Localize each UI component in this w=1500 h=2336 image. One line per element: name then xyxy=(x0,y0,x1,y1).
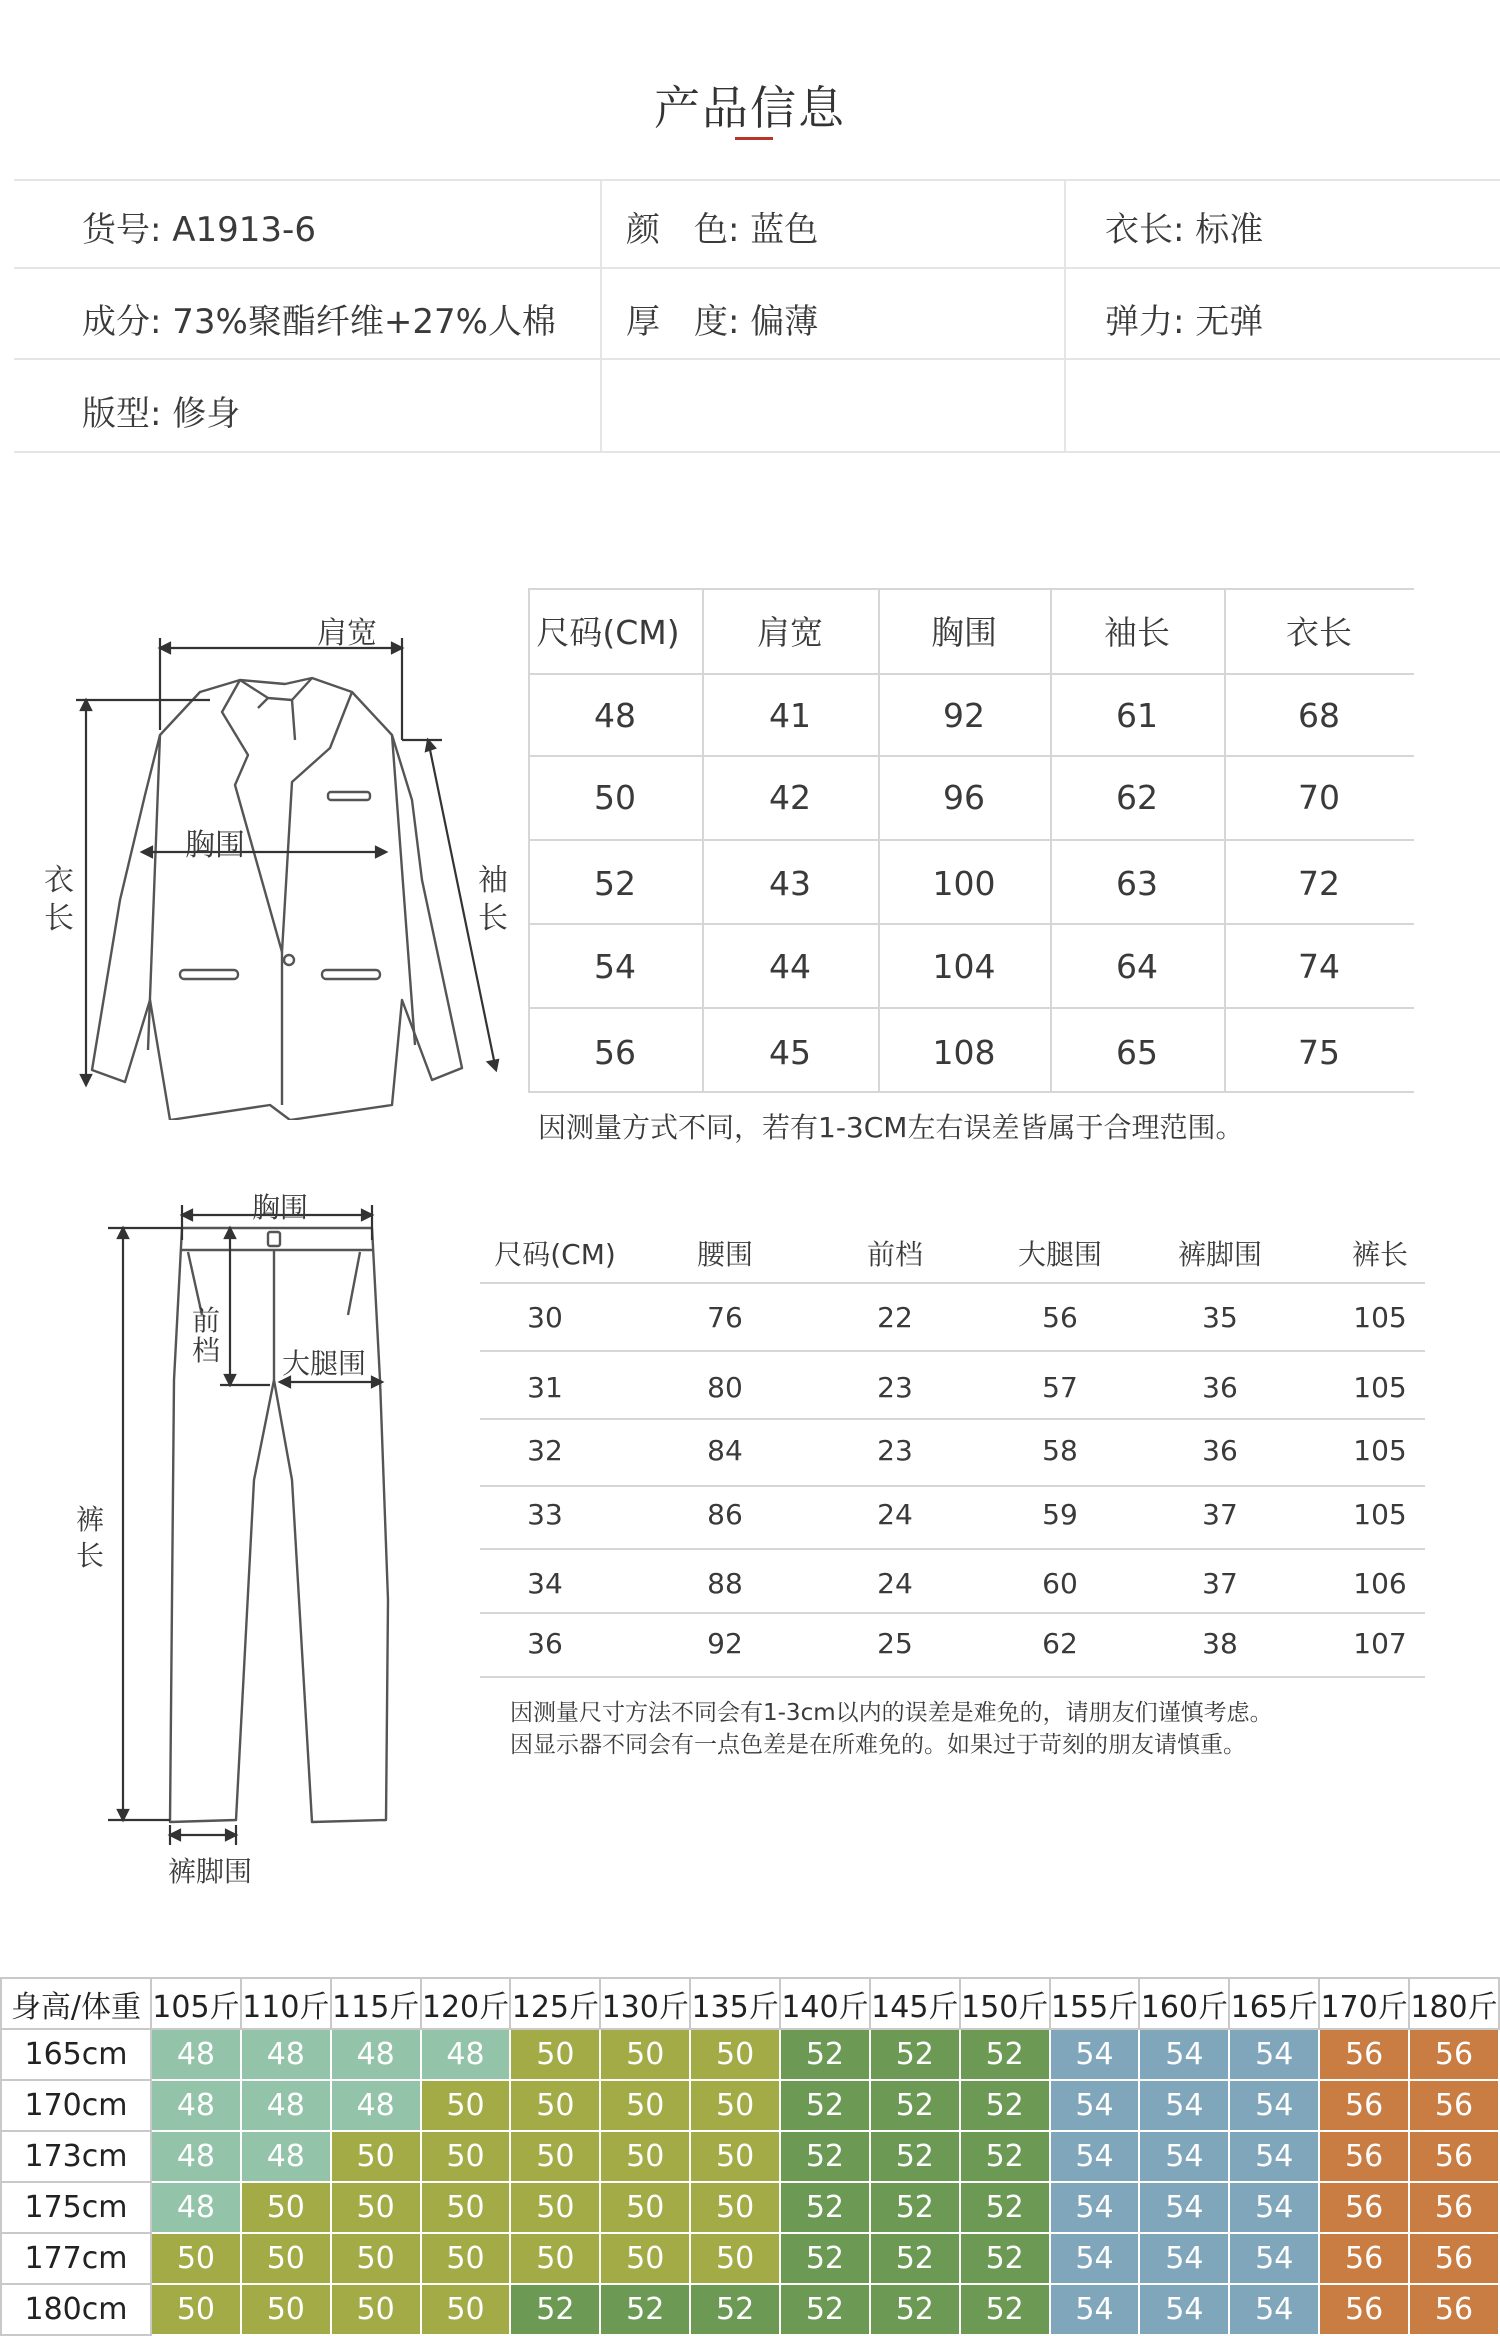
size-cell: 54 xyxy=(1139,2233,1229,2284)
pants-label-length: 裤长 xyxy=(76,1503,105,1572)
size-cell: 50 xyxy=(331,2131,421,2182)
jacket-header-sleeve: 袖长 xyxy=(1104,613,1170,652)
size-cell: 50 xyxy=(151,2233,241,2284)
table-cell: 23 xyxy=(877,1434,913,1467)
size-cell: 52 xyxy=(870,2029,960,2080)
height-label: 180cm xyxy=(1,2284,151,2335)
pants-label-hem: 裤脚围 xyxy=(168,1855,253,1888)
size-cell: 50 xyxy=(241,2182,331,2233)
size-cell: 56 xyxy=(1409,2182,1499,2233)
table-cell: 32 xyxy=(527,1434,563,1467)
table-row xyxy=(1,2233,1499,2284)
size-cell: 50 xyxy=(421,2131,511,2182)
size-cell: 50 xyxy=(690,2233,780,2284)
size-cell: 54 xyxy=(1139,2080,1229,2131)
table-cell: 61 xyxy=(1116,696,1158,735)
weight-header: 135斤 xyxy=(690,1978,780,2029)
table-cell: 105 xyxy=(1353,1434,1407,1467)
size-cell: 50 xyxy=(331,2182,421,2233)
size-cell: 50 xyxy=(690,2182,780,2233)
size-cell: 54 xyxy=(1229,2233,1319,2284)
size-cell: 48 xyxy=(331,2080,421,2131)
pants-header-rise: 前档 xyxy=(866,1238,923,1271)
table-cell: 58 xyxy=(1042,1434,1078,1467)
table-cell: 50 xyxy=(594,778,636,817)
size-cell: 50 xyxy=(600,2233,690,2284)
table-cell: 41 xyxy=(769,696,811,735)
size-cell: 54 xyxy=(1050,2233,1140,2284)
table-cell: 63 xyxy=(1116,864,1158,903)
pants-header-length: 裤长 xyxy=(1351,1238,1408,1271)
size-cell: 52 xyxy=(870,2131,960,2182)
table-cell: 62 xyxy=(1042,1627,1078,1660)
table-cell: 75 xyxy=(1298,1033,1340,1072)
size-cell: 54 xyxy=(1229,2284,1319,2335)
size-cell: 48 xyxy=(331,2029,421,2080)
size-cell: 50 xyxy=(600,2029,690,2080)
size-cell: 50 xyxy=(241,2284,331,2335)
size-cell: 54 xyxy=(1139,2131,1229,2182)
pants-note-line-1: 因测量尺寸方法不同会有1-3cm以内的误差是难免的，请朋友们谨慎考虑。 xyxy=(510,1700,1273,1726)
size-cell: 52 xyxy=(780,2233,870,2284)
size-cell: 52 xyxy=(960,2131,1050,2182)
divider xyxy=(600,180,602,452)
pants-label-waist: 胸围 xyxy=(252,1191,309,1224)
table-cell: 54 xyxy=(594,947,636,986)
table-cell: 52 xyxy=(594,864,636,903)
divider xyxy=(14,358,1500,360)
size-cell: 52 xyxy=(960,2182,1050,2233)
table-cell: 88 xyxy=(707,1567,743,1600)
table-cell: 33 xyxy=(527,1498,563,1531)
table-cell: 108 xyxy=(932,1033,996,1072)
size-cell: 52 xyxy=(780,2131,870,2182)
table-row xyxy=(1,2080,1499,2131)
table-cell: 80 xyxy=(707,1371,743,1404)
size-cell: 54 xyxy=(1050,2029,1140,2080)
jacket-header-chest: 胸围 xyxy=(931,613,997,652)
pants-header-hem: 裤脚围 xyxy=(1177,1238,1262,1271)
height-label: 175cm xyxy=(1,2182,151,2233)
table-cell: 106 xyxy=(1353,1567,1407,1600)
size-cell: 50 xyxy=(690,2131,780,2182)
info-item-color: 颜 色: 蓝色 xyxy=(626,210,819,250)
size-cell: 54 xyxy=(1139,2182,1229,2233)
jacket-note: 因测量方式不同，若有1-3CM左右误差皆属于合理范围。 xyxy=(538,1111,1244,1144)
recommendation-corner: 身高/体重 xyxy=(1,1978,151,2029)
info-item-stretch: 弹力: 无弹 xyxy=(1105,302,1264,342)
table-cell: 60 xyxy=(1042,1567,1078,1600)
size-cell: 54 xyxy=(1229,2080,1319,2131)
size-cell: 52 xyxy=(780,2029,870,2080)
pants-note-line-2: 因显示器不同会有一点色差是在所难免的。如果过于苛刻的朋友请慎重。 xyxy=(510,1732,1246,1758)
size-cell: 48 xyxy=(151,2182,241,2233)
size-cell: 50 xyxy=(421,2182,511,2233)
info-item-fit: 版型: 修身 xyxy=(82,394,241,434)
size-cell: 56 xyxy=(1319,2131,1409,2182)
table-cell: 35 xyxy=(1202,1301,1238,1334)
size-cell: 54 xyxy=(1229,2182,1319,2233)
weight-header: 125斤 xyxy=(510,1978,600,2029)
size-cell: 50 xyxy=(241,2233,331,2284)
size-cell: 54 xyxy=(1139,2284,1229,2335)
jacket-header-shoulder: 肩宽 xyxy=(757,613,823,652)
size-cell: 52 xyxy=(870,2233,960,2284)
table-cell: 105 xyxy=(1353,1301,1407,1334)
size-cell: 48 xyxy=(241,2029,331,2080)
size-cell: 52 xyxy=(780,2182,870,2233)
size-cell: 50 xyxy=(510,2233,600,2284)
size-cell: 52 xyxy=(780,2284,870,2335)
height-label: 173cm xyxy=(1,2131,151,2182)
size-cell: 54 xyxy=(1050,2284,1140,2335)
size-cell: 56 xyxy=(1409,2131,1499,2182)
size-cell: 50 xyxy=(331,2284,421,2335)
size-cell: 50 xyxy=(331,2233,421,2284)
table-row xyxy=(1,2284,1499,2335)
table-cell: 24 xyxy=(877,1498,913,1531)
size-cell: 56 xyxy=(1319,2284,1409,2335)
weight-header: 140斤 xyxy=(780,1978,870,2029)
weight-header: 155斤 xyxy=(1050,1978,1140,2029)
size-cell: 50 xyxy=(600,2131,690,2182)
divider xyxy=(1064,180,1066,452)
jacket-diagram xyxy=(30,600,520,1120)
weight-header: 165斤 xyxy=(1229,1978,1319,2029)
size-cell: 50 xyxy=(421,2284,511,2335)
size-cell: 50 xyxy=(690,2080,780,2131)
size-cell: 52 xyxy=(510,2284,600,2335)
size-cell: 56 xyxy=(1409,2029,1499,2080)
table-cell: 72 xyxy=(1298,864,1340,903)
pants-header-thigh: 大腿围 xyxy=(1017,1238,1102,1271)
table-cell: 31 xyxy=(527,1371,563,1404)
size-cell: 54 xyxy=(1229,2029,1319,2080)
table-cell: 59 xyxy=(1042,1498,1078,1531)
size-cell: 54 xyxy=(1229,2131,1319,2182)
table-cell: 48 xyxy=(594,696,636,735)
table-cell: 68 xyxy=(1298,696,1340,735)
table-cell: 76 xyxy=(707,1301,743,1334)
table-cell: 56 xyxy=(1042,1301,1078,1334)
table-cell: 65 xyxy=(1116,1033,1158,1072)
weight-header: 170斤 xyxy=(1319,1978,1409,2029)
size-cell: 52 xyxy=(870,2182,960,2233)
size-cell: 54 xyxy=(1050,2131,1140,2182)
weight-header: 145斤 xyxy=(870,1978,960,2029)
size-cell: 54 xyxy=(1050,2080,1140,2131)
table-cell: 64 xyxy=(1116,947,1158,986)
pants-header-waist: 腰围 xyxy=(696,1238,753,1271)
table-cell: 43 xyxy=(769,864,811,903)
table-cell: 45 xyxy=(769,1033,811,1072)
size-cell: 52 xyxy=(870,2080,960,2131)
table-cell: 36 xyxy=(527,1627,563,1660)
size-cell: 56 xyxy=(1409,2080,1499,2131)
size-cell: 56 xyxy=(1409,2233,1499,2284)
size-cell: 48 xyxy=(151,2080,241,2131)
size-cell: 56 xyxy=(1319,2233,1409,2284)
table-cell: 56 xyxy=(594,1033,636,1072)
size-cell: 50 xyxy=(421,2233,511,2284)
jacket-label-sleeve: 袖长 xyxy=(478,863,508,936)
size-cell: 52 xyxy=(870,2284,960,2335)
size-cell: 50 xyxy=(421,2080,511,2131)
size-cell: 52 xyxy=(960,2233,1050,2284)
size-cell: 50 xyxy=(690,2029,780,2080)
weight-header: 180斤 xyxy=(1409,1978,1499,2029)
size-cell: 50 xyxy=(151,2284,241,2335)
size-cell: 50 xyxy=(600,2080,690,2131)
size-cell: 48 xyxy=(151,2029,241,2080)
size-cell: 50 xyxy=(600,2182,690,2233)
table-cell: 105 xyxy=(1353,1498,1407,1531)
size-cell: 56 xyxy=(1319,2029,1409,2080)
table-cell: 96 xyxy=(943,778,985,817)
table-cell: 38 xyxy=(1202,1627,1238,1660)
pants-label-thigh: 大腿围 xyxy=(282,1347,367,1380)
table-cell: 92 xyxy=(943,696,985,735)
info-item-length: 衣长: 标准 xyxy=(1105,210,1264,250)
jacket-header-length: 衣长 xyxy=(1286,613,1352,652)
table-cell: 24 xyxy=(877,1567,913,1600)
jacket-label-length: 衣长 xyxy=(44,863,74,936)
size-cell: 52 xyxy=(960,2029,1050,2080)
recommendation-header-row xyxy=(1,1978,1499,2029)
page-title: 产品信息 xyxy=(654,81,846,135)
divider xyxy=(14,267,1500,269)
divider xyxy=(14,451,1500,453)
height-label: 177cm xyxy=(1,2233,151,2284)
weight-header: 110斤 xyxy=(241,1978,331,2029)
table-cell: 92 xyxy=(707,1627,743,1660)
height-label: 165cm xyxy=(1,2029,151,2080)
table-cell: 105 xyxy=(1353,1371,1407,1404)
jacket-label-chest: 胸围 xyxy=(185,828,245,863)
table-row xyxy=(1,2182,1499,2233)
size-cell: 48 xyxy=(421,2029,511,2080)
info-item-number: 货号: A1913-6 xyxy=(82,210,316,250)
pants-label-rise: 前档 xyxy=(192,1304,221,1367)
size-cell: 52 xyxy=(960,2080,1050,2131)
size-cell: 48 xyxy=(241,2131,331,2182)
table-cell: 22 xyxy=(877,1301,913,1334)
size-cell: 56 xyxy=(1319,2182,1409,2233)
table-cell: 57 xyxy=(1042,1371,1078,1404)
table-cell: 74 xyxy=(1298,947,1340,986)
size-cell: 52 xyxy=(960,2284,1050,2335)
weight-header: 120斤 xyxy=(421,1978,511,2029)
weight-header: 130斤 xyxy=(600,1978,690,2029)
size-cell: 54 xyxy=(1139,2029,1229,2080)
table-cell: 23 xyxy=(877,1371,913,1404)
size-cell: 52 xyxy=(690,2284,780,2335)
table-cell: 36 xyxy=(1202,1434,1238,1467)
table-cell: 37 xyxy=(1202,1567,1238,1600)
pants-header-size: 尺码(CM) xyxy=(494,1238,616,1271)
weight-header: 115斤 xyxy=(331,1978,421,2029)
table-cell: 36 xyxy=(1202,1371,1238,1404)
size-cell: 50 xyxy=(510,2182,600,2233)
size-recommendation-table xyxy=(0,1977,1500,2336)
table-cell: 37 xyxy=(1202,1498,1238,1531)
table-cell: 34 xyxy=(527,1567,563,1600)
table-cell: 44 xyxy=(769,947,811,986)
size-cell: 54 xyxy=(1050,2182,1140,2233)
size-cell: 56 xyxy=(1409,2284,1499,2335)
size-cell: 56 xyxy=(1319,2080,1409,2131)
table-cell: 100 xyxy=(932,864,996,903)
table-cell: 30 xyxy=(527,1301,563,1334)
table-cell: 70 xyxy=(1298,778,1340,817)
jacket-header-size: 尺码(CM) xyxy=(536,613,680,652)
size-cell: 50 xyxy=(510,2080,600,2131)
jacket-label-shoulder: 肩宽 xyxy=(317,616,377,651)
size-cell: 52 xyxy=(780,2080,870,2131)
table-row xyxy=(1,2131,1499,2182)
size-cell: 48 xyxy=(241,2080,331,2131)
weight-header: 150斤 xyxy=(960,1978,1050,2029)
size-cell: 50 xyxy=(510,2131,600,2182)
info-item-material: 成分: 73%聚酯纤维+27%人棉 xyxy=(82,302,556,342)
title-underline xyxy=(735,137,773,140)
info-item-thickness: 厚 度: 偏薄 xyxy=(626,302,819,342)
size-cell: 52 xyxy=(600,2284,690,2335)
weight-header: 160斤 xyxy=(1139,1978,1229,2029)
table-cell: 104 xyxy=(932,947,996,986)
table-cell: 84 xyxy=(707,1434,743,1467)
pants-diagram xyxy=(70,1180,440,1880)
weight-header: 105斤 xyxy=(151,1978,241,2029)
divider xyxy=(14,179,1500,181)
table-row xyxy=(1,2029,1499,2080)
table-cell: 107 xyxy=(1353,1627,1407,1660)
height-label: 170cm xyxy=(1,2080,151,2131)
table-cell: 42 xyxy=(769,778,811,817)
table-cell: 25 xyxy=(877,1627,913,1660)
table-cell: 62 xyxy=(1116,778,1158,817)
size-cell: 48 xyxy=(151,2131,241,2182)
size-cell: 50 xyxy=(510,2029,600,2080)
table-cell: 86 xyxy=(707,1498,743,1531)
